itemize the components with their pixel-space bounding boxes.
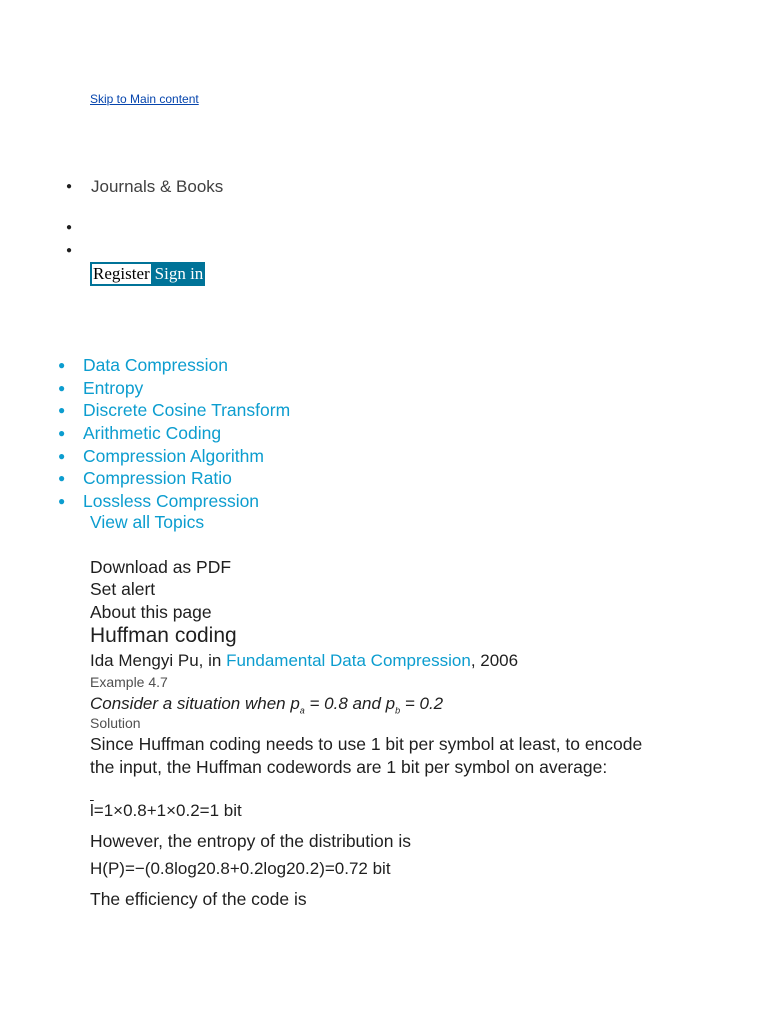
equation-text: =1×0.8+1×0.2=1 bit (93, 801, 242, 820)
nav-bullet-icon: ● (66, 181, 73, 192)
source-book-link[interactable]: Fundamental Data Compression (226, 651, 471, 670)
efficiency-text: The efficiency of the code is (90, 889, 307, 909)
topics-list (58, 354, 290, 513)
topic-item[interactable] (58, 377, 290, 400)
topic-item[interactable] (58, 467, 290, 490)
view-all-topics-link[interactable]: View all Topics (90, 512, 205, 532)
skip-to-main-link[interactable]: Skip to Main content (90, 92, 199, 106)
nav-bullet-icon: ● (66, 222, 73, 233)
topic-link[interactable]: Compression Algorithm (83, 445, 264, 466)
bullet-icon: ● (58, 403, 66, 418)
topic-link[interactable]: Data Compression (83, 355, 228, 375)
publication-year: , 2006 (470, 651, 519, 670)
entropy-equation: H(P)=−(0.8log20.8+0.2log20.2)=0.72 bit (90, 859, 391, 878)
bullet-icon: ● (58, 494, 66, 509)
auth-buttons (90, 262, 205, 286)
bullet-icon: ● (58, 426, 66, 441)
example-statement (90, 694, 443, 715)
average-length-equation (90, 801, 242, 821)
example-text: Consider a situation when p (90, 694, 300, 713)
bullet-icon: ● (58, 448, 66, 463)
nav-bullet-icon: ● (66, 245, 73, 256)
subscript-a: a (299, 705, 305, 716)
sign-in-button[interactable]: Sign in (153, 262, 206, 286)
topic-item[interactable] (58, 490, 290, 513)
l-bar-symbol: $\overline{l}$ (90, 801, 94, 820)
example-text: = 0.2 (400, 694, 444, 713)
page-title: Huffman coding (90, 624, 237, 647)
topic-item[interactable] (58, 422, 290, 445)
set-alert-button[interactable]: Set alert (90, 579, 156, 599)
bullet-icon: ● (58, 358, 66, 372)
topic-link[interactable]: Arithmetic Coding (83, 423, 222, 444)
topic-link[interactable]: Lossless Compression (83, 491, 260, 512)
solution-paragraph: Since Huffman coding needs to use 1 bit per symbol at least, to encode the input, the Huffman codewords are 1 bit per symbol on average: (90, 734, 643, 777)
about-page-button[interactable]: About this page (90, 602, 212, 622)
example-label: Example 4.7 (90, 674, 168, 690)
download-pdf-button[interactable]: Download as PDF (90, 557, 232, 577)
topic-item[interactable] (58, 445, 290, 468)
author-line (90, 651, 518, 671)
example-text: = 0.8 and p (304, 694, 396, 713)
subscript-b: b (395, 705, 401, 716)
topic-item[interactable] (58, 354, 290, 377)
topic-link[interactable]: Compression Ratio (83, 468, 232, 489)
topic-link[interactable]: Entropy (83, 377, 144, 398)
bullet-icon: ● (58, 380, 66, 395)
journals-books-link[interactable]: Journals & Books (91, 177, 224, 196)
entropy-text: However, the entropy of the distribution is (90, 831, 412, 851)
solution-label: Solution (90, 715, 141, 731)
topic-item[interactable] (58, 399, 290, 422)
author-name: Ida Mengyi Pu, in (90, 651, 227, 670)
bullet-icon: ● (58, 471, 66, 486)
topic-link[interactable]: Discrete Cosine Transform (83, 400, 291, 421)
register-button[interactable]: Register (90, 262, 153, 286)
